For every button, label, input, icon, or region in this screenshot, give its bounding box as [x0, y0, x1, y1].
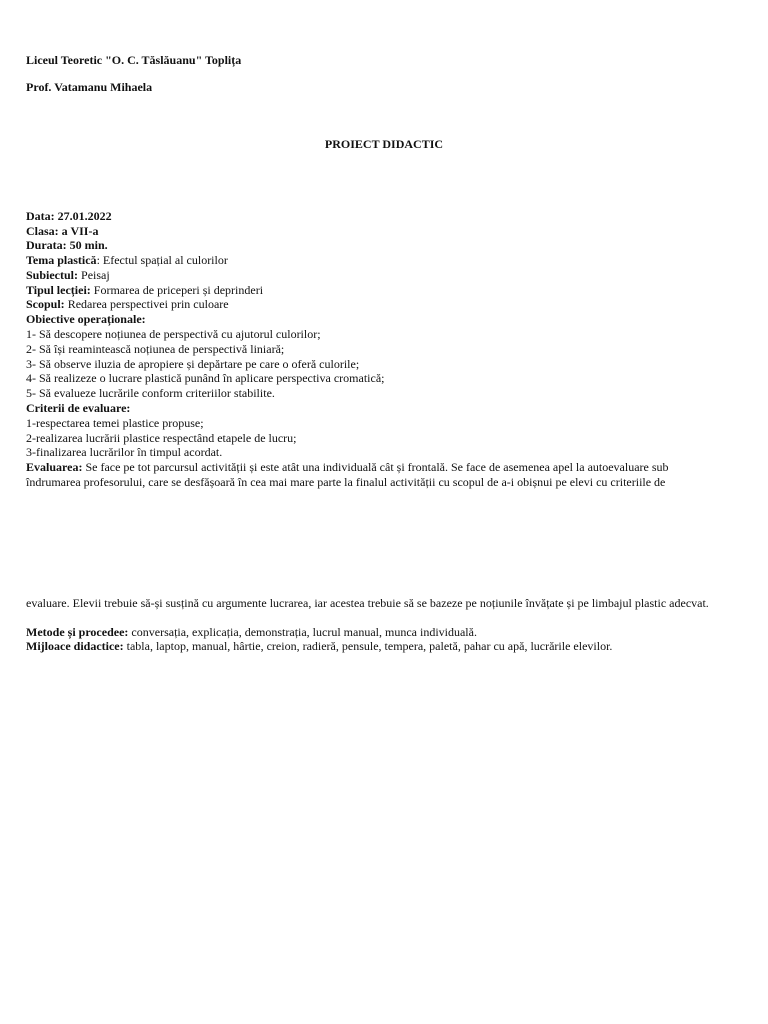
school-name: Liceul Teoretic "O. C. Tăslăuanu" Toplița: [26, 53, 242, 67]
purpose-line: [26, 297, 229, 311]
teacher-name: Prof. Vatamanu Mihaela: [26, 80, 153, 94]
subject-label: Subiectul:: [26, 268, 79, 282]
evaluation-continuation: evaluare. Elevii trebuie să-și susțină cu argumente lucrarea, iar acestea trebuie să se bazeze pe noțiunile învățate și pe limbajul plastic adecvat.: [26, 596, 709, 610]
means-value: tabla, laptop, manual, hârtie, creion, radieră, pensule, tempera, paletă, pahar cu apă, lucrările elevilor.: [123, 639, 613, 653]
methods-line: [26, 625, 477, 639]
methods-value: conversația, explicația, demonstrația, lucrul manual, munca individuală.: [128, 625, 477, 639]
methods-label: Metode și procedee:: [26, 625, 129, 639]
criteria-item: 2-realizarea lucrării plastice respectând etapele de lucru;: [26, 431, 297, 445]
purpose-label: Scopul:: [26, 297, 65, 311]
means-line: [26, 639, 612, 653]
class-line: Clasa: a VII-a: [26, 224, 99, 238]
criteria-item: 1-respectarea temei plastice propuse;: [26, 416, 204, 430]
objectives-heading: Obiective operaționale:: [26, 312, 146, 326]
objective-item: 3- Să observe iluzia de apropiere și depărtare pe care o oferă culorile;: [26, 357, 360, 371]
duration-line: Durata: 50 min.: [26, 238, 108, 252]
objective-item: 1- Să descopere noțiunea de perspectivă cu ajutorul culorilor;: [26, 327, 321, 341]
criteria-heading: Criterii de evaluare:: [26, 401, 131, 415]
theme-line: [26, 253, 228, 267]
subject-line: [26, 268, 110, 282]
means-label: Mijloace didactice:: [26, 639, 124, 653]
lesson-type-value: Formarea de priceperi și deprinderi: [90, 283, 264, 297]
criteria-item: 3-finalizarea lucrărilor în timpul acordat.: [26, 445, 223, 459]
objective-item: 5- Să evalueze lucrările conform criteriilor stabilite.: [26, 386, 275, 400]
purpose-value: Redarea perspectivei prin culoare: [64, 297, 229, 311]
document-title: PROIECT DIDACTIC: [324, 137, 444, 151]
evaluation-text: Se face pe tot parcursul activității și este atât una individuală cât și frontală. Se face de asemenea apel la autoevaluare sub îndrumarea profesorului, care se desfășoară în cea mai mare parte la finalul activității cu scopul de a-i obișnui pe elevi cu criteriile de: [26, 460, 669, 489]
objective-item: 4- Să realizeze o lucrare plastică punând în aplicare perspectiva cromatică;: [26, 371, 385, 385]
objective-item: 2- Să își reamintească noțiunea de perspectivă liniară;: [26, 342, 285, 356]
lesson-type-label: Tipul lecției:: [26, 283, 91, 297]
subject-value: Peisaj: [78, 268, 110, 282]
evaluation-paragraph: [26, 460, 716, 489]
evaluation-label: Evaluarea:: [26, 460, 83, 474]
theme-label: Tema plastică: [26, 253, 97, 267]
theme-value: : Efectul spațial al culorilor: [96, 253, 228, 267]
date-line: Data: 27.01.2022: [26, 209, 112, 223]
lesson-type-line: [26, 283, 263, 297]
